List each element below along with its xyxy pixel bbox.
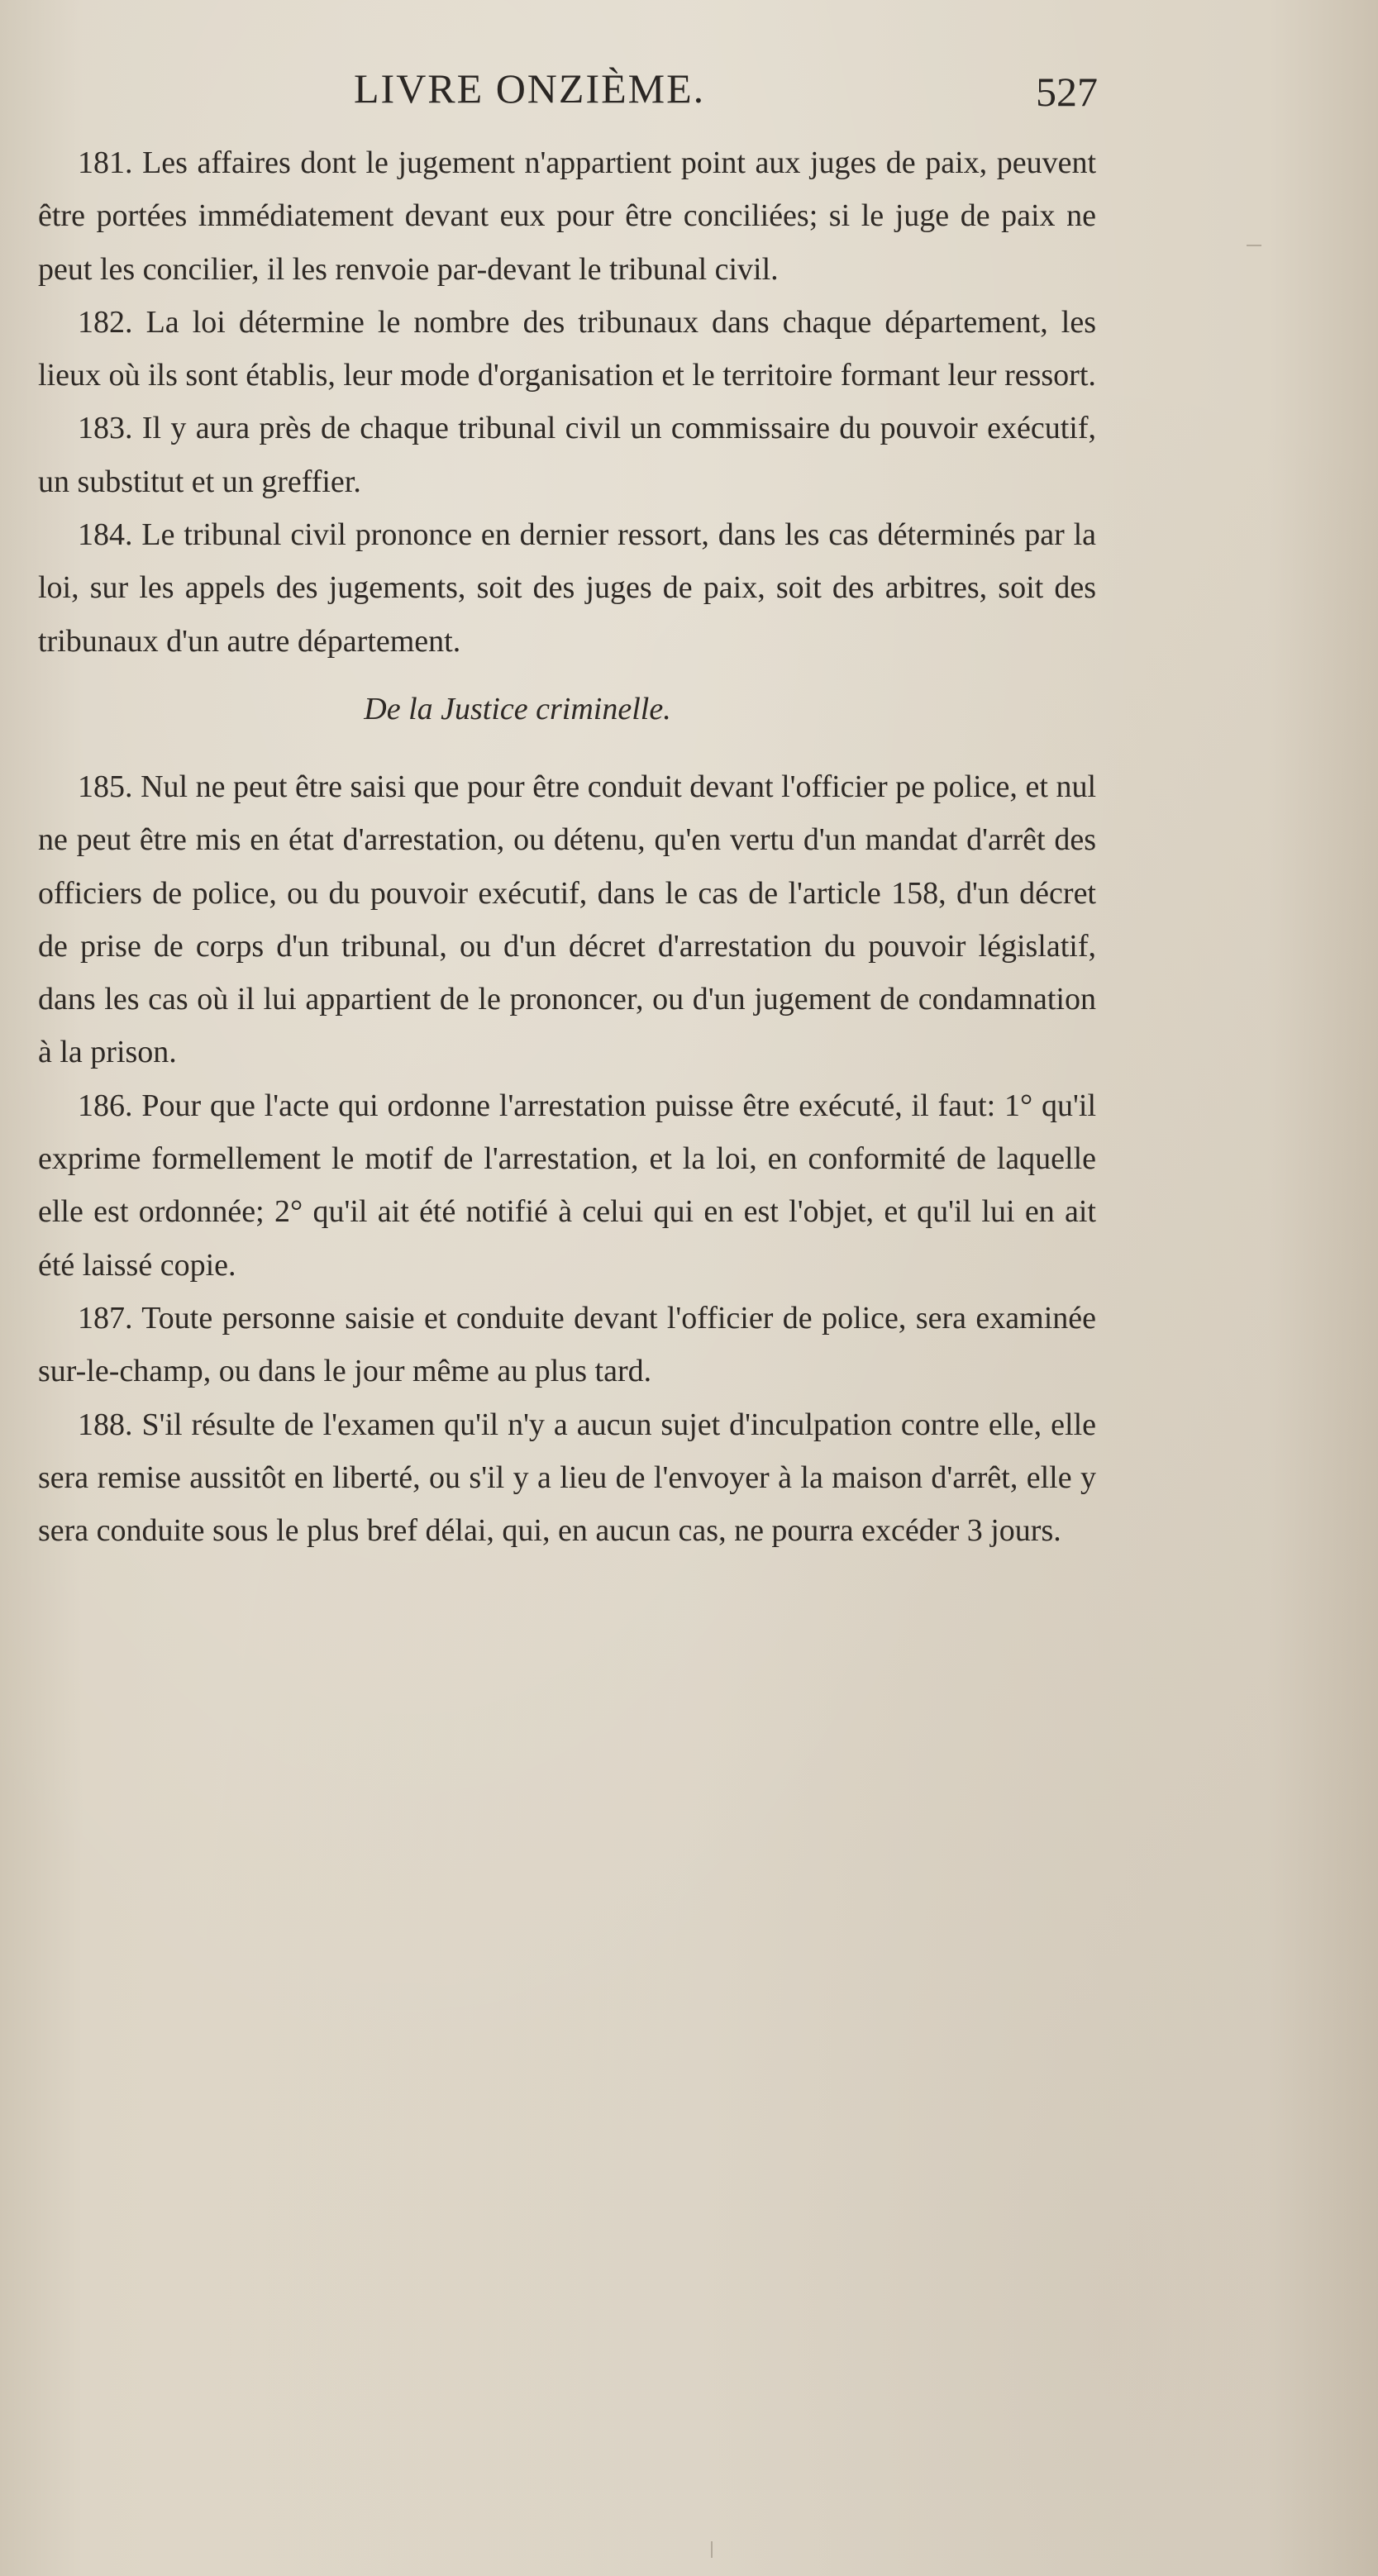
article-188 (38, 1398, 1096, 1558)
article-text: Il y aura près de chaque tribunal civil un commissaire du pouvoir exécutif, un substitut et un greffier. (38, 411, 1096, 499)
binding-tick-mark (711, 2541, 713, 2558)
article-number: 188. (78, 1407, 133, 1442)
article-text: S'il résulte de l'examen qu'il n'y a aucun sujet d'inculpation contre elle, elle sera remise aussitôt en liberté, ou s'il y a lieu de l'envoyer à la maison d'arrêt, elle y sera conduite sous le plus bref délai, qui, en aucun cas, ne pourra excéder 3 jours. (38, 1407, 1096, 1549)
article-182 (38, 296, 1096, 402)
article-text: Toute personne saisie et conduite devant l'officier de police, sera examinée sur-le-champ, ou dans le jour même au plus tard. (38, 1300, 1096, 1389)
page-header (40, 64, 1098, 122)
article-number: 184. (78, 517, 133, 553)
running-title: LIVRE ONZIÈME. (354, 65, 706, 112)
article-text: Pour que l'acte qui ordonne l'arrestation puisse être exécuté, il faut: 1° qu'il exprime formellement le motif de l'arrestation, et la loi, en conformité de laquelle elle est ordonnée; 2° qu'il ait été notifié à celui qui en est l'objet, et qu'il lui en ait été laissé copie. (38, 1088, 1096, 1283)
article-number: 183. (78, 411, 133, 446)
article-text: Nul ne peut être saisi que pour être conduit devant l'officier pe police, et nul ne peut être mis en état d'arrestation, ou détenu, qu'en vertu d'un mandat d'arrêt des officiers de police, ou du pouvoir exécutif, dans le cas de l'article 158, d'un décret de prise de corps d'un tribunal, ou d'un décret d'arrestation du pouvoir législatif, dans les cas où il lui appartient de le prononcer, ou d'un jugement de condamnation à la prison. (38, 769, 1096, 1070)
article-183 (38, 402, 1096, 508)
article-185 (38, 760, 1096, 1079)
article-186 (38, 1079, 1096, 1292)
body-text (38, 136, 1096, 1557)
article-187 (38, 1292, 1096, 1398)
section-heading: De la Justice criminelle. (364, 691, 671, 726)
article-number: 186. (78, 1088, 133, 1123)
article-181 (38, 136, 1096, 296)
article-number: 182. (78, 304, 133, 340)
article-text: La loi détermine le nombre des tribunaux dans chaque département, les lieux où ils sont établis, leur mode d'organisation et le territoire formant leur ressort. (38, 304, 1096, 393)
page-number: 527 (1036, 69, 1098, 115)
article-number: 181. (78, 145, 133, 180)
article-text: Le tribunal civil prononce en dernier ressort, dans les cas déterminés par la loi, sur les appels des jugements, soit des juges de paix, soit des arbitres, soit des tribunaux d'un autre département. (38, 517, 1097, 659)
binding-tick-mark (1247, 245, 1261, 246)
article-number: 185. (78, 769, 133, 804)
article-184 (38, 508, 1096, 668)
article-text: Les affaires dont le jugement n'appartient point aux juges de paix, peuvent être portées immédiatement devant eux pour être conciliées; si le juge de paix ne peut les concilier, il les renvoie par-devant le tribunal civil. (38, 145, 1097, 287)
article-number: 187. (78, 1300, 133, 1336)
